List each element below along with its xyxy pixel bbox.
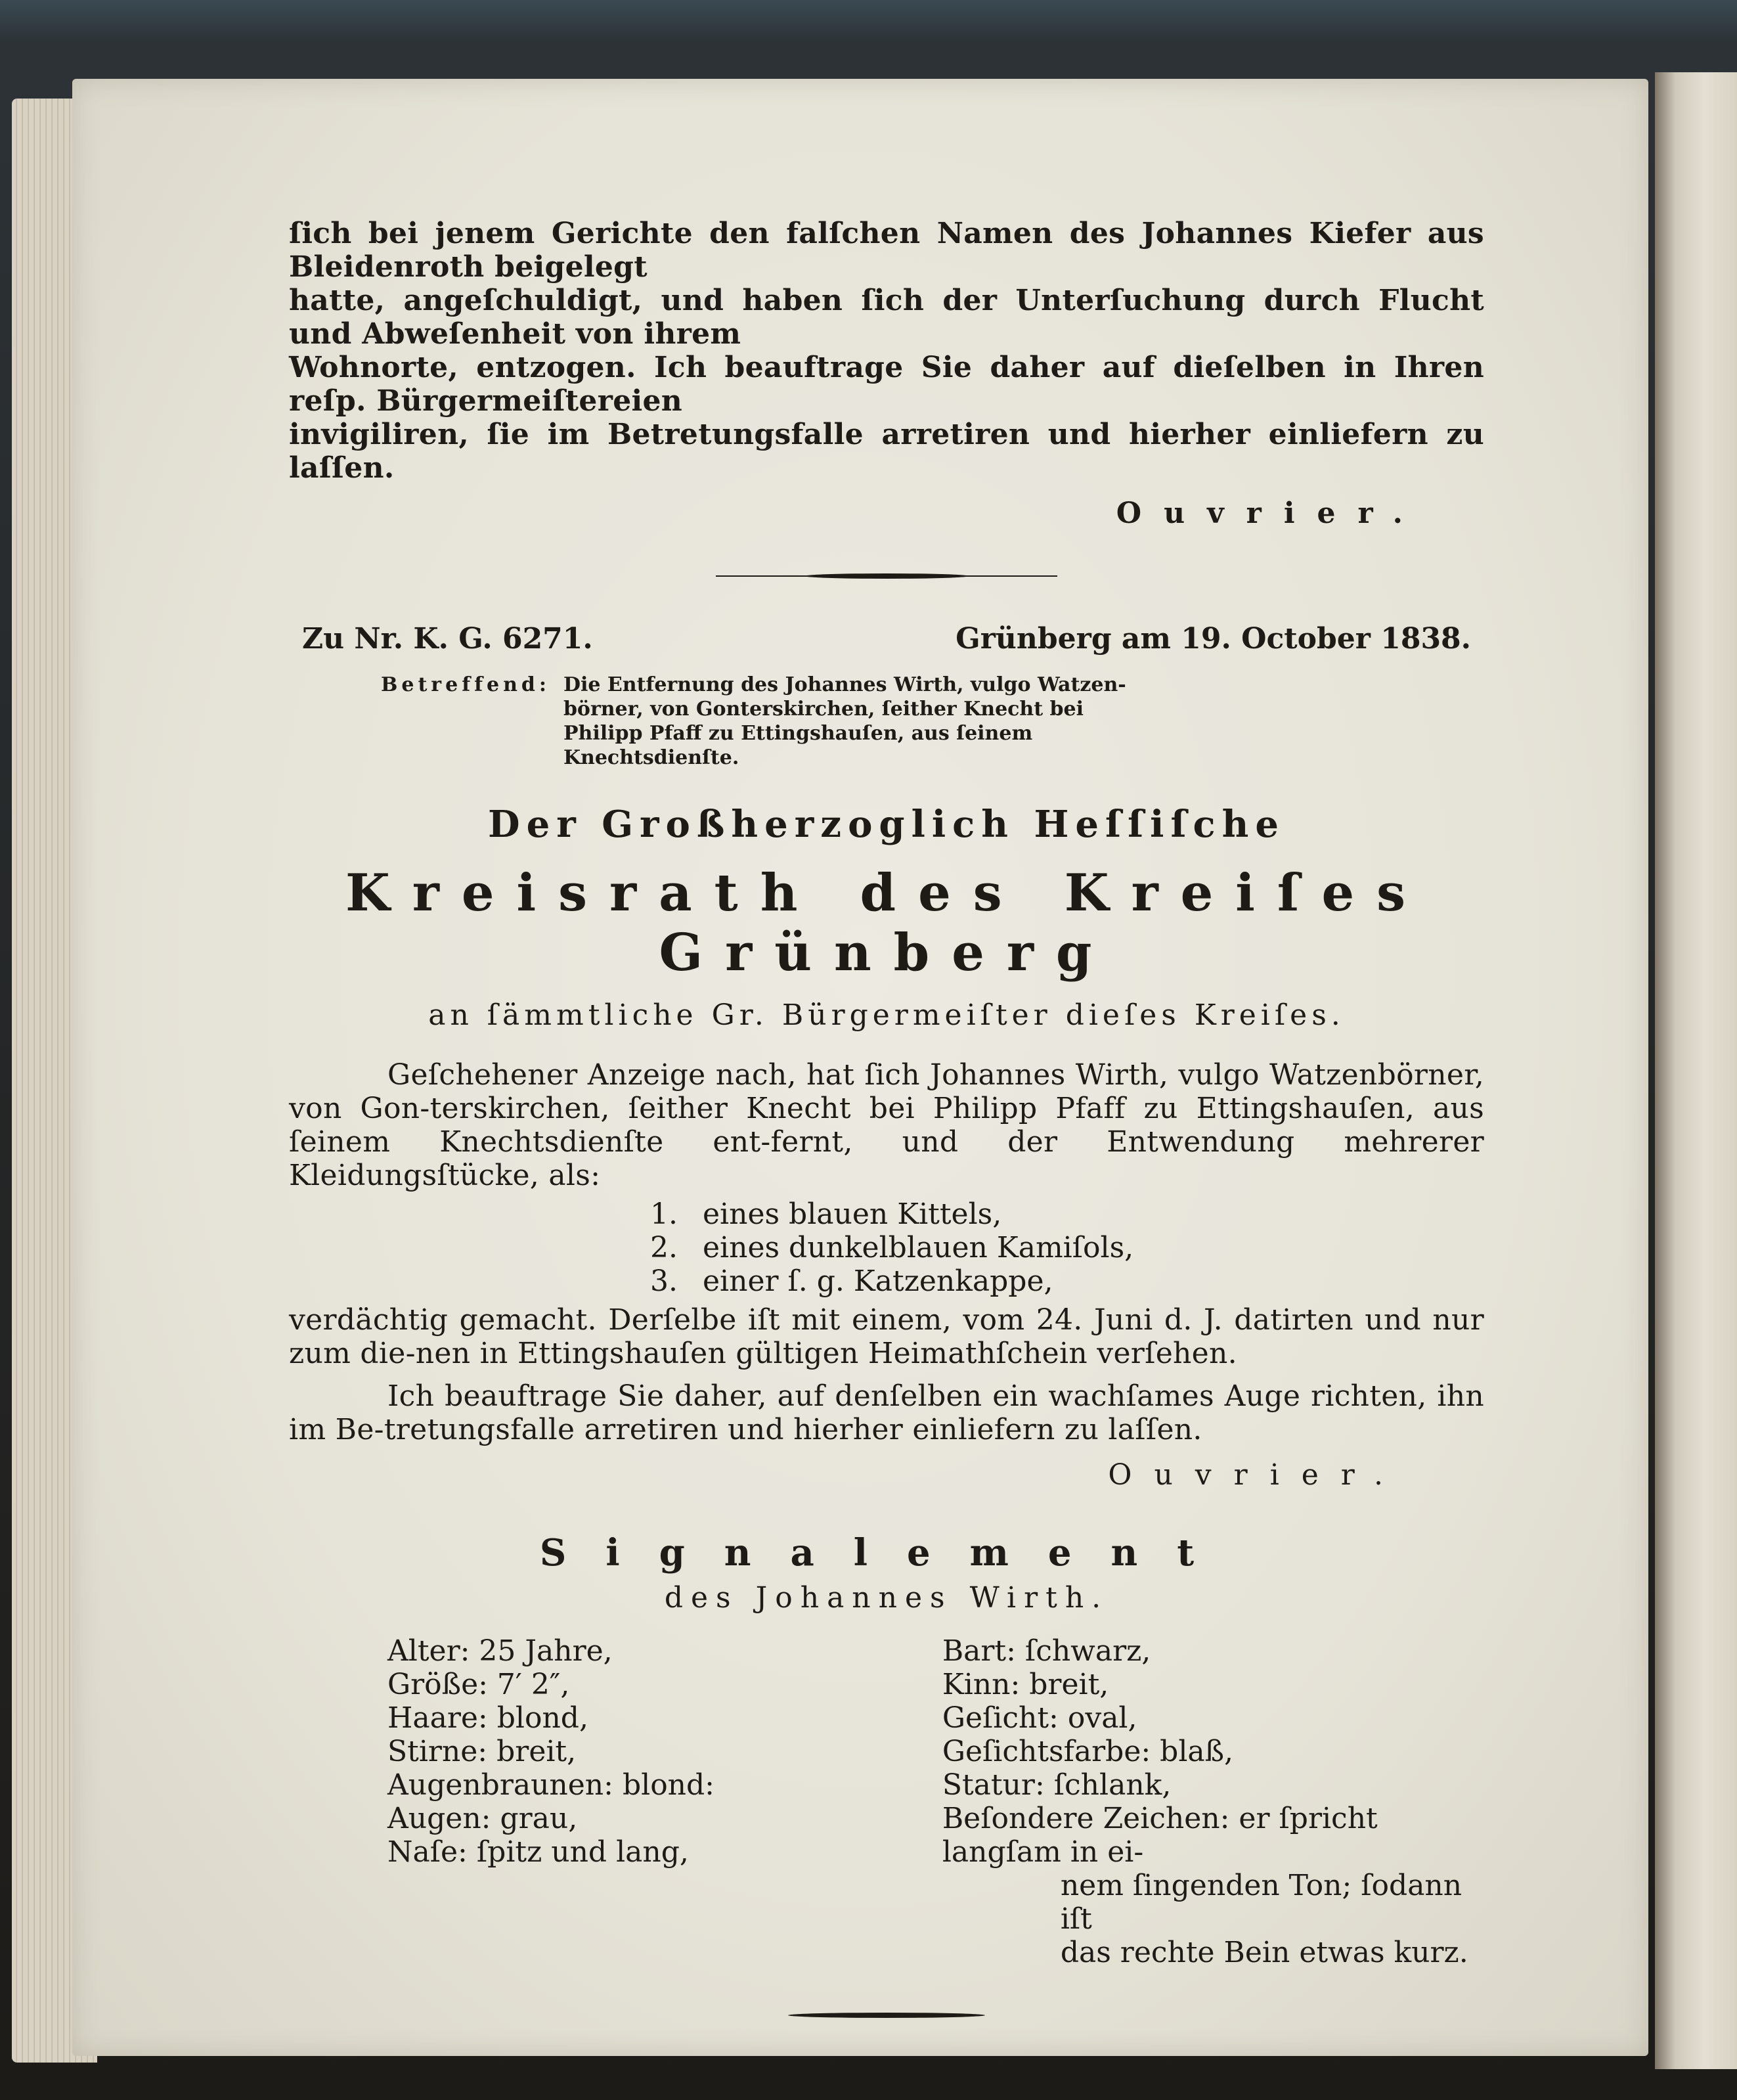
heading-main: Kreisrath des Kreiſes Grünberg bbox=[345, 863, 1428, 983]
next-page-edge bbox=[1655, 72, 1737, 2069]
place-date: Grünberg am 19. October 1838. bbox=[956, 622, 1471, 656]
trait: Größe: 7′ 2″, bbox=[387, 1668, 570, 1701]
signature: Ouvrier. bbox=[1116, 497, 1425, 530]
trait-continuation: das rechte Bein etwas kurz. bbox=[1060, 1936, 1468, 1969]
signalement-title: Signalement bbox=[539, 1531, 1234, 1575]
subject-text: Die Entfernung des Johannes Wirth, vulgo Watzen-börner, von Gonterskirchen, ſeither Knecht bei Philipp Pfaff zu Ettingshauſen, aus ſeinem Knechtsdienſte. bbox=[563, 673, 1126, 769]
trait: Geſichtsfarbe: blaß, bbox=[942, 1735, 1234, 1768]
paragraph: Ich beauftrage Sie daher, auf denſelben ein wachſames Auge richten, ihn im Be-tretungsfalle arretiren und hierher einliefern zu laſſen. bbox=[289, 1379, 1484, 1446]
text-line: Wohnorte, entzogen. Ich beauftrage Sie daher auf dieſelben in Ihren reſp. Bürgermeiſtereien bbox=[289, 351, 1484, 418]
signalement-subtitle: des Johannes Wirth. bbox=[664, 1581, 1109, 1615]
trait: Augenbraunen: blond: bbox=[387, 1768, 715, 1802]
trait: Alter: 25 Jahre, bbox=[387, 1634, 613, 1668]
description-columns bbox=[289, 1634, 1484, 1969]
signature: Ouvrier. bbox=[1108, 1458, 1405, 1492]
continued-paragraph bbox=[289, 217, 1484, 485]
reference-number: Zu Nr. K. G. 6271. bbox=[302, 622, 593, 656]
subject-label: Betreffend: bbox=[381, 673, 550, 696]
stolen-items-list bbox=[650, 1197, 1484, 1298]
description-right bbox=[942, 1634, 1484, 1969]
subject-block bbox=[381, 673, 1484, 770]
paragraph: Geſchehener Anzeige nach, hat ſich Johannes Wirth, vulgo Watzenbörner, von Gon-terskirchen, ſeither Knecht bei Philipp Pfaff zu Ettingshauſen, aus ſeinem Knechtsdienſte ent-fernt, und der Entwendung mehrerer Kleidungsſtücke, als: bbox=[289, 1058, 1484, 1192]
trait: Statur: ſchlank, bbox=[942, 1768, 1172, 1802]
trait: Augen: grau, bbox=[387, 1802, 578, 1835]
trait: Kinn: breit, bbox=[942, 1668, 1109, 1701]
section-divider bbox=[690, 570, 1084, 583]
end-divider bbox=[755, 2009, 1018, 2022]
list-item: 2. eines dunkelblauen Kamiſols, bbox=[650, 1231, 1134, 1264]
trait: Stirne: breit, bbox=[387, 1735, 577, 1768]
trait: Geſicht: oval, bbox=[942, 1701, 1137, 1735]
trait: Naſe: ſpitz und lang, bbox=[387, 1835, 689, 1869]
heading-addressee: an ſämmtliche Gr. Bürgermeiſter dieſes Kreiſes. bbox=[428, 998, 1345, 1032]
text-line: invigiliren, ſie im Betretungsfalle arretiren und hierher einliefern zu laſſen. bbox=[289, 418, 1484, 485]
description-left bbox=[289, 1634, 942, 1969]
trait: Beſondere Zeichen: er ſpricht langſam in ei- bbox=[942, 1802, 1378, 1869]
trait: Haare: blond, bbox=[387, 1701, 588, 1735]
trait: Bart: ſchwarz, bbox=[942, 1634, 1151, 1668]
list-item: 1. eines blauen Kittels, bbox=[650, 1197, 1002, 1231]
text-line: ſich bei jenem Gerichte den falſchen Namen des Johannes Kiefer aus Bleidenroth beigelegt bbox=[289, 217, 1484, 284]
reference-line bbox=[289, 622, 1484, 656]
heading-authority: Der Großherzoglich Heſſiſche bbox=[488, 803, 1285, 846]
paragraph: verdächtig gemacht. Derſelbe iſt mit einem, vom 24. Juni d. J. datirten und nur zum die-nen in Ettingshauſen gültigen Heimathſchein verſehen. bbox=[289, 1303, 1484, 1370]
list-item: 3. einer ſ. g. Katzenkappe, bbox=[650, 1264, 1053, 1298]
trait-continuation: nem ſingenden Ton; ſodann iſt bbox=[1060, 1869, 1462, 1936]
text-line: hatte, angeſchuldigt, und haben ſich der Unterſuchung durch Flucht und Abweſenheit von ihrem bbox=[289, 284, 1484, 351]
page-content bbox=[289, 217, 1484, 2022]
